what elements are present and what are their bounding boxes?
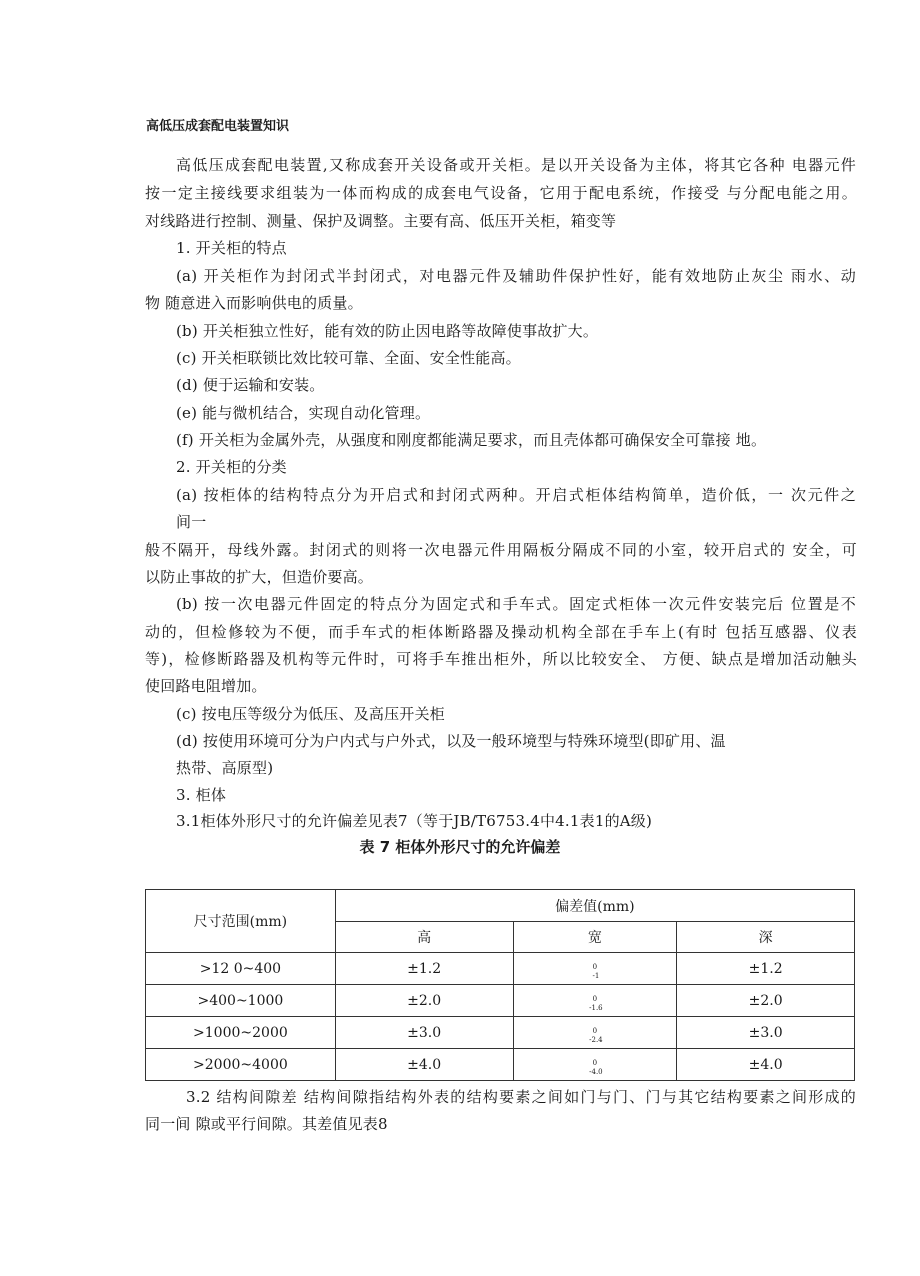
s1-item-e: (e) 能与微机结合，实现自动化管理。 (176, 404, 431, 422)
cell-height: ±2.0 (335, 985, 513, 1017)
section-2-heading: 2. 开关柜的分类 (176, 458, 287, 476)
document-title: 高低压成套配电装置知识 (146, 119, 290, 134)
cell-width (513, 1049, 677, 1081)
s2-item-a-line-1: (a) 按柜体的结构特点分为开启式和封闭式两种。开启式柜体结构简单，造价低，一 次元件之 (176, 486, 856, 504)
s2-item-d-line-2: 热带、高原型) (176, 759, 274, 777)
cell-width (513, 985, 677, 1017)
header-size-range: 尺寸范围(mm) (146, 890, 336, 953)
header-width: 宽 (513, 922, 677, 953)
s2-item-b-line-1: (b) 按一次电器元件固定的特点分为固定式和手车式。固定式柜体一次元件安装完后 位置是不 (176, 595, 856, 613)
intro-line-2: 按一定主接线要求组装为一体而构成的成套电气设备，它用于配电系统，作接受 与分配电能之用。 (145, 184, 857, 202)
cell-width (513, 1017, 677, 1049)
cell-range: >2000~4000 (146, 1049, 336, 1081)
tolerance-table (145, 889, 855, 1081)
s2-item-b-line-4: 使回路电阻增加。 (145, 677, 267, 695)
cell-width (513, 953, 677, 985)
s2-item-a-line-4: 以防止事故的扩大，但造价要高。 (145, 568, 374, 586)
section-1-heading: 1. 开关柜的特点 (176, 239, 287, 257)
cell-depth: ±4.0 (677, 1049, 855, 1081)
cell-range: >400~1000 (146, 985, 336, 1017)
width-lower: -4.0 (589, 1067, 603, 1076)
s1-item-b: (b) 开关柜独立性好，能有效的防止因电路等故障使事故扩大。 (176, 322, 599, 340)
header-height: 高 (335, 922, 513, 953)
cell-depth: ±1.2 (677, 953, 855, 985)
section-3-1: 3.1柜体外形尺寸的允许偏差见表7（等于JB/T6753.4中4.1表1的A级) (176, 812, 653, 830)
width-upper: 0 (592, 1026, 598, 1035)
width-lower: -1 (592, 971, 600, 980)
width-upper: 0 (592, 994, 598, 1003)
width-lower: -2.4 (589, 1035, 603, 1044)
s1-item-d: (d) 便于运输和安装。 (176, 376, 325, 394)
table-row (146, 985, 855, 1017)
cell-height: ±4.0 (335, 1049, 513, 1081)
s2-item-b-line-3: 等)，检修断路器及机构等元件时，可将手车推出柜外，所以比较安全、 方便、缺点是增加活动触头 (145, 650, 857, 668)
width-lower: -1.6 (589, 1003, 603, 1012)
s1-item-c: (c) 开关柜联锁比效比较可靠、全面、安全性能高。 (176, 349, 521, 367)
header-depth: 深 (677, 922, 855, 953)
intro-line-3: 对线路进行控制、测量、保护及调整。主要有高、低压开关柜，箱变等 (145, 212, 617, 230)
table-row (146, 953, 855, 985)
width-upper: 0 (592, 1058, 598, 1067)
section-3-heading: 3. 柜体 (176, 786, 227, 804)
cell-range: >12 0~400 (146, 953, 336, 985)
width-upper: 0 (592, 962, 598, 971)
s2-item-b-line-2: 动的，但检修较为不便，而手车式的柜体断路器及操动机构全部在手车上(有时 包括互感器、仪表 (145, 623, 857, 641)
s1-item-a-line-1: (a) 开关柜作为封闭式半封闭式，对电器元件及辅助件保护性好，能有效地防止灰尘 雨水、动 (176, 267, 856, 285)
s2-item-c: (c) 按电压等级分为低压、及高压开关柜 (176, 705, 445, 723)
cell-height: ±3.0 (335, 1017, 513, 1049)
section-3-2-line-1: 3.2 结构间隙差 结构间隙指结构外表的结构要素之间如门与门、门与其它结构要素之间形成的 (186, 1088, 856, 1106)
cell-depth: ±3.0 (677, 1017, 855, 1049)
cell-height: ±1.2 (335, 953, 513, 985)
s2-item-a-line-3: 般不隔开，母线外露。封闭式的则将一次电器元件用隔板分隔成不同的小室，较开启式的 安全，可 (145, 541, 857, 559)
s1-item-f: (f) 开关柜为金属外壳，从强度和刚度都能满足要求，而且壳体都可确保安全可靠接 地。 (176, 431, 767, 449)
header-deviation: 偏差值(mm) (335, 890, 854, 922)
s2-item-a-line-2: 间一 (176, 513, 207, 531)
cell-depth: ±2.0 (677, 985, 855, 1017)
table-caption: 表 7 柜体外形尺寸的允许偏差 (359, 838, 561, 856)
table-row (146, 1049, 855, 1081)
s1-item-a-line-2: 物 随意进入而影响供电的质量。 (145, 294, 363, 312)
table-row (146, 1017, 855, 1049)
section-3-2-line-2: 同一间 隙或平行间隙。其差值见表8 (145, 1115, 388, 1133)
intro-line-1: 高低压成套配电装置,又称成套开关设备或开关柜。是以开关设备为主体，将其它各种 电器元件 (176, 156, 856, 174)
cell-range: >1000~2000 (146, 1017, 336, 1049)
s2-item-d-line-1: (d) 按使用环境可分为户内式与户外式，以及一般环境型与特殊环境型(即矿用、温 (176, 732, 726, 750)
